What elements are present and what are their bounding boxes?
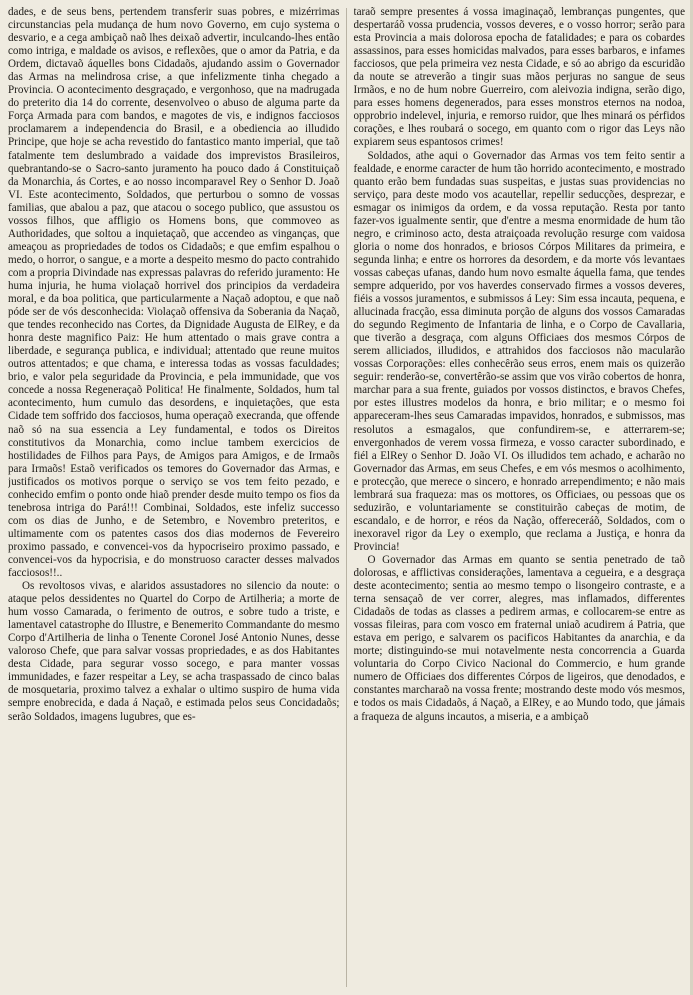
right-column (354, 6, 686, 991)
right-paragraph-1: taraõ sempre presentes á vossa imaginaçaõ, lembranças pungentes, que despertaráõ vossa prudencia, vossos deveres, e o vosso horror; serão para esta Provincia a mais dolorosa epocha de fatalidades; e para os cobardes assassinos, para esses homicidas malvados, para esses barbaros, e infames facciosos, que pela primeira vez nesta Cidade, e só ao abrigo da escuridão da noute se atreverão a tingir suas mãos perjuras no sangue de seus Irmãos, e no de hum nobre Guerreiro, com aleivozia indigna, serão digo, para esses homens degenerados, para esses monstros eternos na nodoa, opprobrio indelevel, injuria, e remorso ruidor, que lhes minará os pérfidos corações, e lhes roubará o socego, em quanto com o rigor das Leys não expiarem seus espantosos crimes! (353, 6, 685, 149)
right-paragraph-3: O Governador das Armas em quanto se sentia penetrado de taõ dolorosas, e afflictivas considerações, lamentava a cegueira, e a desgraça deste acontecimento; sentia ao mesmo tempo o lisongeiro contraste, e a terna sensaçaõ de ver correr, alegres, mas inflamados, differentes Cidadaõs de todas as classes a pedirem armas, e collocarem-se entre as vossas fileiras, para com vosco em fraternal uniaõ acudirem á Patria, que estava em perigo, e salvarem os pacificos Habitantes da anarchia, e da morte; distinguindo-se mui notavelmente nesta concorrencia a Guarda voluntaria do Corpo Civico Nacional do Commercio, e hum grande numero de Officiaes dos differentes Córpos de ligeiros, que denodados, e constantes marcharaõ na vossa frente; mostrando deste modo vós mesmos, e todos os mais Cidadaõs, á Naçaõ, a ElRey, e ao Mundo todo, que jámais a fraqueza de alguns incautos, a miseria, e a ambiçaõ (353, 553, 685, 723)
left-paragraph-1: dades, e de seus bens, pertendem transferir suas pobres, e mizérrimas circunstancias pela mudança de hum novo Governo, em cujo systema o desvario, e a cega ambiçaõ naõ lhes deixaõ advertir, inculcando-lhes então como intriga, e maldade os avisos, e reflexões, que o amor da Patria, e da Ordem, dictavaõ áquelles bons Cidadaõs, ajudando assim o Governador das Armas na melindrosa crise, a que infelizmente tinha chegado a Provincia. O acontecimento desgraçado, e vergonhoso, que na madrugada do preterito dia 14 do corrente, desenvolveo o abuso de alguma parte da Força Armada para com bandos, e magotes de vis, e indignos facciosos proclamarem a independencia do Brasil, e a obediencia ao illudido Principe, que hoje se acha revestido do fantastico manto imperial, que taõ fatalmente tem deslumbrado a vaidade dos imprevistos Brasileiros, quebrantando-se o Sacro-santo juramento ha pouco dado á Constituiçaõ da Monarchia, ás Cortes, e ao nosso incomparavel Rey o Senhor D. Joaõ VI. Este acontecimento, Soldados, que perturbou o somno de vossas familias, que abalou a paz, que atacou o socego publico, que assustou os vossos filhos, que affligio os Homens bons, que commoveo as Authoridades, que soltou a inquietaçaõ, que accendeo as vinganças, que ameaçou as propriedades de todos os Cidadaõs; e que emfim espalhou o medo, o horror, o sangue, e a morte a despeito mesmo do pacto contrahido com a propria Divindade nas expressas palavras do referido juramento: He huma injuria, he huma violaçaõ horrivel dos principios da verdadeira moral, e da boa politica, que particularmente a Naçaõ adoptou, e que naõ póde ser de vós desconhecida: Violaçaõ offensiva da Soberania da Naçaõ, que tendes reconhecido nas Cortes, da Dignidade Augusta de ElRey, e da honra deste magnifico Paiz: He hum attentado o mais grave contra a liberdade, e segurança publica, e individual; attentado que reune muitos outros attentados; e que chama, e interessa todas as vossas faculdades; brio, e valor pela seguridade da Provincia, e pela immunidade, que vos concede a nossa Regeneraçaõ Politica! He finalmente, Soldados, hum tal acontecimento, hum cumulo das desordens, e inquietações, que esta Cidade tem soffrido dos facciosos, huma operaçaõ execranda, que offende naõ só na sua essencia a Ley fundamental, e todos os Direitos constitutivos da Monarchia, como inclue tambem exercicios de hostilidades de Filhos para Pays, de Amigos para Amigos, e de Irmaõs para Irmaõs! Estaõ verificados os temores do Governador das Armas, e justificados os motivos porque o serviço se vos tem feito pezado, e conhecido emfim o ponto onde hiaõ prender desde muito tempo os fios da tenebrosa intriga do Pará!!! Combinai, Soldados, este infeliz successo com os dias de Junho, e de Setembro, e Novembro preteritos, e ultimamente com os patentes casos dos dias modernos de Fevereiro proximo passado, e convencei-vos da hypocriseiro proximo passado, e convencei-vos da hypocrisia, e do monstruoso caracter desses malvados facciosos!!.. (8, 6, 340, 580)
left-column (8, 6, 340, 991)
right-paragraph-2: Soldados, athe aqui o Governador das Armas vos tem feito sentir a fealdade, e enorme caracter de hum tão horrido acontecimento, e mostrado quanto erão bem fundadas suas suspeitas, e justas suas providencias no serviço, para deste modo vos acautellar, repellir seducções, desprezar, e esmagar os inimigos da ordem, e da vossa reputação. Resta por tanto fazer-vos igualmente sentir, que d'entre a mesma enormidade de hum tão negro, e criminoso acto, desta atraiçoada revolução resurge com vaidosa gloria o nome dos honrados, e briosos Córpos Militares da primeira, e segunda linha; e entre os horrores da desordem, e da morte vós levantaes vossas cabeças ufanas, dando hum novo esmalte áquella fama, que tendes sempre adquerido, por vos haverdes conservado firmes a vossos deveres, fiéis a vossos juramentos, e submissos á Ley: Sim essa incauta, pequena, e allucinada fracção, essa diminuta porção de alguns dos vossos Camaradas do segundo Regimento de Infantaria de linha, e o Corpo de Cavallaria, que tiverão a desgraça, com alguns Officiaes dos mesmos Córpos de serem alliciados, illudidos, e attrahidos dos facciosos não macularão vossas Corporações: elles conhecêrão seus erros, enem mais os quizerão seguir: renderão-se, convertêrão-se assim que vos virão cobertos de honra, marchar para a sua frente, guiados por vossos distinctos, e bravos Chefes, por estes illustres modelos da honra, e brio militar; e o mesmo foi appareceram-lhes seus Camaradas impavidos, honrados, e submissos, mas resolutos a esmagalos, que confundirem-se, e atterrarem-se; envergonhados de verem vossa firmeza, e vosso caracter subordinado, e fiél a ElRey o Senhor D. João VI. Os illudidos tem achado, e acharão no Governador das Armas, em seus Chefes, e em vós mesmos o acolhimento, e protecção, que merece o sincero, e honrado arrependimento; e não mais lembrará sua fraqueza: mas os mottores, os Officiaes, ou pessoas que os seduzirão, e voluntariamente se constituirão cabeças de motim, de escandalo, e de horror, e réos da Nação, offereceráõ, Soldados, com o inexoravel rigor da Ley o exemplo, que reclama a Justiça, e honra da Provincia! (353, 149, 685, 553)
left-paragraph-2: Os revoltosos vivas, e alaridos assustadores no silencio da noute: o ataque pelos dessidentes no Quartel do Corpo de Artilheria; a morte de hum vosso Camarada, o ferimento de outros, e sobre tudo a triste, e lamentavel catastrophe do Illustre, e Benemerito Commandante do mesmo Corpo d'Artilheria de linha o Tenente Coronel José Antonio Nunes, desse valoroso Chefe, que para salvar vossas propriedades, e as dos Habitantes desta Cidade, para segurar vosso socego, e para manter vossas immunidades, e fazer respeitar a Ley, se acha traspassado de cinco balas de mosquetaria, proximo talvez a exhalar o ultimo suspiro de huma vida sempre enobrecida, e dada á Naçaõ, e estimada pelos seus Concidadaõs; serão Soldados, imagens lugubres, que es- (8, 580, 340, 723)
column-divider (346, 8, 347, 987)
